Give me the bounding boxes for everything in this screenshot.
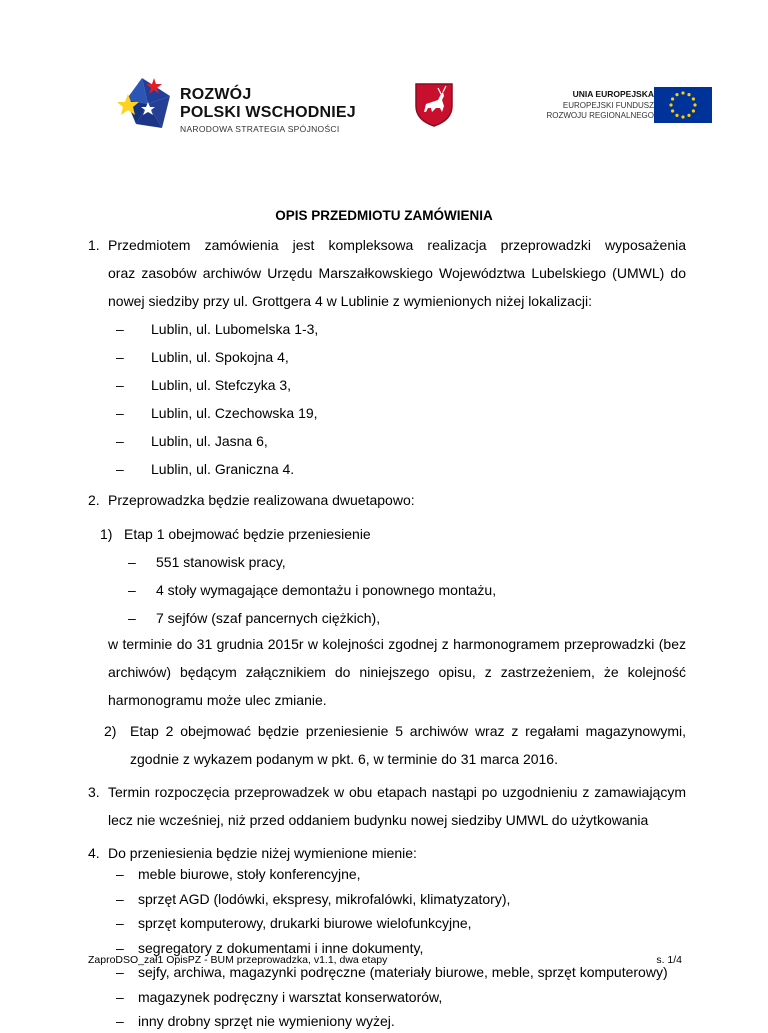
list-dash: – bbox=[128, 582, 136, 598]
section-4-number: 4. bbox=[88, 845, 100, 861]
stage-1-item: 7 sejfów (szaf pancernych ciężkich), bbox=[156, 610, 381, 626]
eu-flag-icon bbox=[654, 87, 712, 123]
logo-rozwoj-polski-wschodniej bbox=[118, 72, 368, 138]
list-dash: – bbox=[116, 988, 124, 1005]
location-item: Lublin, ul. Stefczyka 3, bbox=[151, 377, 292, 393]
rpw-line2: POLSKI WSCHODNIEJ bbox=[180, 104, 356, 121]
list-dash: – bbox=[116, 349, 124, 365]
stage-1-deadline-line-1: w terminie do 31 grudnia 2015r w kolejności zgodnej z harmonogramem przeprowadzki (bez bbox=[108, 636, 686, 652]
section-1-line-1: Przedmiotem zamówienia jest kompleksowa realizacja przeprowadzki wyposażenia bbox=[108, 237, 686, 253]
location-item: Lublin, ul. Jasna 6, bbox=[151, 433, 268, 449]
stage-1-item: 4 stoły wymagające demontażu i ponownego montażu, bbox=[156, 582, 497, 598]
property-item: sejfy, archiwa, magazynki podręczne (materiały biurowe, meble, sprzęt komputerowy) bbox=[138, 964, 668, 980]
list-dash: – bbox=[128, 610, 136, 626]
property-item: meble biurowe, stoły konferencyjne, bbox=[138, 866, 361, 882]
section-3-line-1: Termin rozpoczęcia przeprowadzek w obu etapach nastąpi po uzgodnieniu z zamawiającym bbox=[108, 784, 686, 800]
stage-1-item: 551 stanowisk pracy, bbox=[156, 554, 286, 570]
page-title: OPIS PRZEDMIOTU ZAMÓWIENIA bbox=[275, 208, 493, 223]
stage-1-number: 1) bbox=[100, 526, 113, 542]
list-dash: – bbox=[116, 405, 124, 421]
rpw-line1: ROZWÓJ bbox=[180, 86, 252, 103]
property-item: magazynek podręczny i warsztat konserwatorów, bbox=[138, 988, 443, 1005]
stage-2-line-2: zgodnie z wykazem podanym w pkt. 6, w terminie do 31 marca 2016. bbox=[130, 751, 558, 767]
property-item: sprzęt AGD (lodówki, ekspresy, mikrofalówki, klimatyzatory), bbox=[138, 890, 511, 907]
list-dash: – bbox=[116, 964, 124, 980]
list-dash: – bbox=[116, 433, 124, 449]
property-item: segregatory z dokumentami i inne dokumenty, bbox=[138, 939, 424, 956]
rpw-emblem-icon bbox=[118, 72, 176, 138]
logo-unia-europejska bbox=[520, 85, 712, 125]
list-dash: – bbox=[116, 321, 124, 337]
section-3-number: 3. bbox=[88, 784, 100, 800]
list-dash: – bbox=[116, 890, 124, 907]
list-dash: – bbox=[116, 377, 124, 393]
section-1-number: 1. bbox=[88, 237, 100, 253]
section-1-line-2: oraz zasobów archiwów Urzędu Marszałkowskiego Województwa Lubelskiego (UMWL) do bbox=[108, 265, 686, 281]
section-2-text: Przeprowadzka będzie realizowana dwuetapowo: bbox=[108, 492, 415, 508]
location-item: Lublin, ul. Graniczna 4. bbox=[151, 461, 295, 477]
location-item: Lublin, ul. Czechowska 19, bbox=[151, 405, 318, 421]
list-dash: – bbox=[128, 554, 136, 570]
section-4-text: Do przeniesienia będzie niżej wymienione mienie: bbox=[108, 845, 417, 861]
stage-2-line-1: Etap 2 obejmować będzie przeniesienie 5 archiwów wraz z regałami magazynowymi, bbox=[130, 723, 686, 739]
stage-1-deadline-line-2: archiwów) będącym załącznikiem do niniejszego opisu, z zastrzeżeniem, że kolejność bbox=[108, 664, 686, 680]
coat-of-arms-icon bbox=[414, 82, 454, 128]
property-item: sprzęt komputerowy, drukarki biurowe wielofunkcyjne, bbox=[138, 915, 472, 931]
footer-filename: ZaproDSO_zał1 OpisPZ - BUM przeprowadzka, v1.1, dwa etapy bbox=[88, 954, 388, 966]
section-2-number: 2. bbox=[88, 492, 100, 508]
section-3-line-2: lecz nie wcześniej, niż przed oddaniem budynku nowej siedziby UMWL do użytkowania bbox=[108, 812, 649, 828]
footer-page-number: s. 1/4 bbox=[656, 954, 682, 966]
property-item: inny drobny sprzęt nie wymieniony wyżej. bbox=[138, 1013, 395, 1029]
eu-line2: EUROPEJSKI FUNDUSZ bbox=[562, 101, 654, 110]
list-dash: – bbox=[116, 915, 124, 931]
stage-2-number: 2) bbox=[104, 723, 117, 739]
lubelskie-coat-of-arms bbox=[414, 82, 454, 128]
stage-1-deadline-line-3: harmonogramu może ulec zmianie. bbox=[108, 692, 327, 708]
list-dash: – bbox=[116, 939, 124, 956]
location-item: Lublin, ul. Lubomelska 1-3, bbox=[151, 321, 319, 337]
rpw-line3: NARODOWA STRATEGIA SPÓJNOŚCI bbox=[180, 124, 340, 134]
stage-1-text: Etap 1 obejmować będzie przeniesienie bbox=[124, 526, 371, 542]
section-1-line-3: nowej siedziby przy ul. Grottgera 4 w Lublinie z wymienionych niżej lokalizacji: bbox=[108, 293, 592, 309]
list-dash: – bbox=[116, 461, 124, 477]
list-dash: – bbox=[116, 866, 124, 882]
location-item: Lublin, ul. Spokojna 4, bbox=[151, 349, 289, 365]
list-dash: – bbox=[116, 1013, 124, 1029]
eu-line1: UNIA EUROPEJSKA bbox=[572, 89, 654, 99]
eu-line3: ROZWOJU REGIONALNEGO bbox=[546, 111, 654, 120]
